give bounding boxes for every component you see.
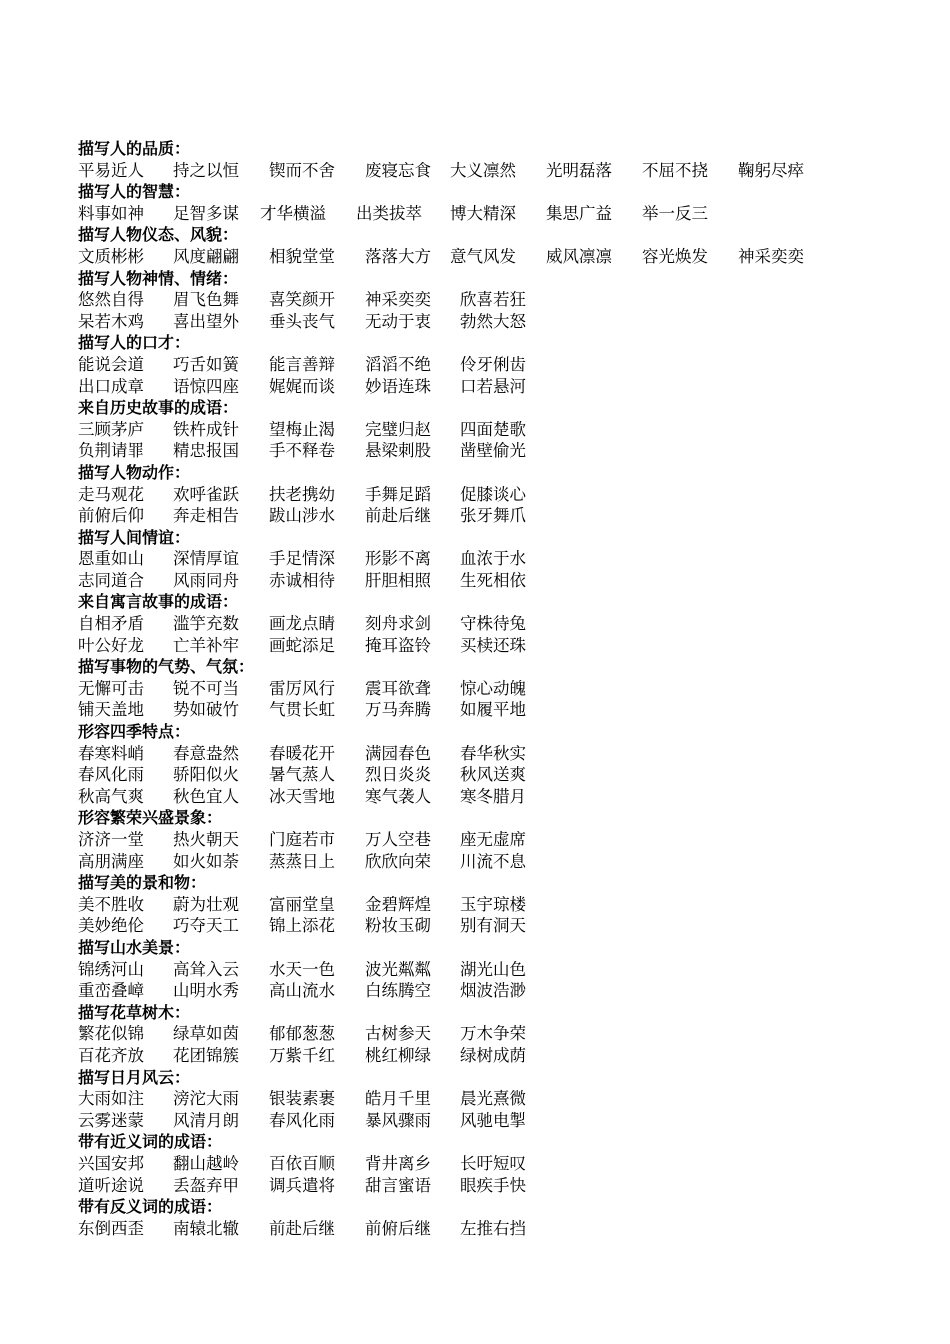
idiom-row: [78, 440, 928, 462]
idiom: 鞠躬尽瘁: [738, 160, 804, 180]
idiom: 调兵遣将: [269, 1175, 335, 1195]
idiom-document: [78, 138, 928, 1239]
idiom: 相貌堂堂: [269, 246, 335, 266]
idiom-row: [78, 764, 928, 786]
idiom: 伶牙俐齿: [460, 354, 526, 374]
idiom: 高山流水: [269, 981, 335, 1001]
idiom: 热火朝天: [173, 830, 239, 849]
idiom: 东倒西歪: [78, 1218, 144, 1238]
idiom: 生死相依: [460, 570, 526, 590]
idiom: 刻舟求剑: [365, 614, 431, 634]
idiom-row: [78, 311, 928, 333]
idiom: 容光焕发: [642, 246, 708, 266]
idiom: 悬梁刺股: [365, 441, 431, 461]
idiom: 促膝谈心: [460, 484, 526, 504]
idiom: 波光粼粼: [365, 959, 431, 979]
idiom: 势如破竹: [173, 700, 239, 720]
idiom-row: [78, 786, 928, 808]
idiom: 巧夺天工: [173, 916, 239, 936]
idiom: 粉妆玉砌: [365, 916, 431, 936]
idiom: 欣欣向荣: [365, 851, 431, 871]
idiom: 四面楚歌: [460, 419, 526, 439]
idiom-row: [78, 894, 928, 916]
idiom: 骄阳似火: [173, 765, 239, 785]
idiom: 万木争荣: [460, 1024, 526, 1044]
idiom-row: [78, 1153, 928, 1175]
idiom-row: [78, 851, 928, 873]
idiom: 道听途说: [78, 1175, 144, 1195]
idiom: 不屈不挠: [642, 160, 708, 180]
idiom: 别有洞天: [460, 916, 526, 936]
idiom: 春意盎然: [173, 743, 239, 763]
idiom: 神采奕奕: [365, 290, 431, 310]
idiom: 南辕北辙: [173, 1218, 239, 1238]
idiom-row: [78, 505, 928, 527]
idiom: 能说会道: [78, 354, 144, 374]
section-heading: 描写事物的气势、气氛：: [78, 657, 255, 677]
section-heading: 描写人间情谊：: [78, 527, 191, 547]
idiom-row: [78, 1045, 928, 1067]
idiom: 美妙绝伦: [78, 916, 144, 936]
idiom: 兴国安邦: [78, 1153, 144, 1173]
idiom: 妙语连珠: [365, 376, 431, 396]
idiom-row: [78, 743, 928, 765]
idiom: 前赴后继: [269, 1218, 335, 1238]
idiom: 手不释卷: [269, 441, 335, 461]
idiom: 买椟还珠: [460, 635, 526, 655]
idiom: 银装素裹: [269, 1089, 335, 1109]
idiom: 万人空巷: [365, 830, 431, 849]
section-heading: 描写人的品质：: [78, 139, 191, 158]
idiom: 画蛇添足: [269, 635, 335, 655]
section-heading: 描写人物神情、情绪：: [78, 268, 239, 288]
idiom: 滥竽充数: [173, 614, 239, 634]
idiom: 秋高气爽: [78, 786, 144, 806]
idiom: 风雨同舟: [173, 570, 239, 590]
idiom: 形影不离: [365, 549, 431, 569]
section-heading: 来自历史故事的成语：: [78, 398, 239, 418]
idiom: 百依百顺: [269, 1153, 335, 1173]
section-heading: 描写美的景和物：: [78, 873, 207, 893]
idiom: 丢盔弃甲: [173, 1175, 239, 1195]
idiom: 蔚为壮观: [173, 894, 239, 914]
idiom: 叶公好龙: [78, 635, 144, 655]
idiom-row: [78, 1175, 928, 1197]
idiom: 暴风骤雨: [365, 1110, 431, 1130]
idiom: 如履平地: [460, 700, 526, 720]
idiom: 风驰电掣: [460, 1110, 526, 1130]
idiom: 花团锦簇: [173, 1045, 239, 1065]
idiom: 水天一色: [269, 959, 335, 979]
idiom: 惊心动魄: [460, 678, 526, 698]
idiom: 绿草如茵: [173, 1024, 239, 1044]
idiom: 血浓于水: [460, 549, 526, 569]
section-heading: 描写人物仪态、风貌：: [78, 225, 239, 245]
idiom: 前俯后继: [365, 1218, 431, 1238]
idiom: 长吁短叹: [460, 1153, 526, 1173]
idiom: 平易近人: [78, 160, 144, 180]
idiom: 郁郁葱葱: [269, 1024, 335, 1044]
idiom: 赤诚相待: [269, 570, 335, 590]
idiom: 百花齐放: [78, 1045, 144, 1065]
idiom: 寒冬腊月: [460, 786, 526, 806]
idiom: 博大精深: [450, 203, 516, 223]
idiom: 风清月朗: [173, 1110, 239, 1130]
idiom: 春风化雨: [78, 765, 144, 785]
idiom-row: [78, 829, 928, 851]
idiom: 手足情深: [269, 549, 335, 569]
section-heading: 来自寓言故事的成语：: [78, 592, 239, 612]
idiom: 烈日炎炎: [365, 765, 431, 785]
idiom: 手舞足蹈: [365, 484, 431, 504]
idiom: 画龙点睛: [269, 614, 335, 634]
idiom: 威风凛凛: [546, 246, 612, 266]
idiom: 口若悬河: [460, 376, 526, 396]
idiom: 勃然大怒: [460, 311, 526, 331]
idiom: 前俯后仰: [78, 506, 144, 526]
idiom: 出口成章: [78, 376, 144, 396]
idiom: 春寒料峭: [78, 743, 144, 763]
section-heading: 描写人的智慧：: [78, 182, 191, 202]
idiom: 冰天雪地: [269, 786, 335, 806]
idiom: 能言善辩: [269, 354, 335, 374]
idiom: 深情厚谊: [173, 549, 239, 569]
idiom: 万紫千红: [269, 1045, 335, 1065]
idiom-row: [78, 289, 928, 311]
idiom: 济济一堂: [78, 830, 144, 849]
idiom: 震耳欲聋: [365, 678, 431, 698]
idiom: 秋色宜人: [173, 786, 239, 806]
idiom-row: [78, 376, 928, 398]
idiom: 春风化雨: [269, 1110, 335, 1130]
idiom: 背井离乡: [365, 1153, 431, 1173]
idiom-row: [78, 980, 928, 1002]
idiom: 掩耳盗铃: [365, 635, 431, 655]
idiom: 晨光熹微: [460, 1089, 526, 1109]
idiom: 望梅止渴: [269, 419, 335, 439]
idiom: 负荆请罪: [78, 441, 144, 461]
idiom-row: [78, 570, 928, 592]
idiom: 绿树成荫: [460, 1045, 526, 1065]
section-heading: 描写花草树木：: [78, 1002, 191, 1022]
idiom: 富丽堂皇: [269, 894, 335, 914]
idiom: 凿壁偷光: [460, 441, 526, 461]
idiom: 桃红柳绿: [365, 1045, 431, 1065]
idiom: 锦上添花: [269, 916, 335, 936]
idiom: 奔走相告: [173, 506, 239, 526]
idiom: 走马观花: [78, 484, 144, 504]
idiom: 滔滔不绝: [365, 354, 431, 374]
idiom: 巧舌如簧: [173, 354, 239, 374]
idiom: 持之以恒: [173, 160, 239, 180]
idiom: 三顾茅庐: [78, 419, 144, 439]
idiom: 垂头丧气: [269, 311, 335, 331]
idiom: 山明水秀: [173, 981, 239, 1001]
idiom: 如火如荼: [173, 851, 239, 871]
section-heading: 形容四季特点：: [78, 722, 191, 742]
idiom: 才华横溢: [260, 203, 326, 223]
idiom: 举一反三: [642, 203, 708, 223]
idiom: 肝胆相照: [365, 570, 431, 590]
idiom: 甜言蜜语: [365, 1175, 431, 1195]
idiom: 云雾迷蒙: [78, 1110, 144, 1130]
idiom-row: [78, 484, 928, 506]
idiom: 高朋满座: [78, 851, 144, 871]
idiom: 张牙舞爪: [460, 506, 526, 526]
idiom: 川流不息: [460, 851, 526, 871]
idiom-row: [78, 699, 928, 721]
idiom: 落落大方: [365, 246, 431, 266]
idiom-row: [78, 1088, 928, 1110]
idiom: 春暖花开: [269, 743, 335, 763]
idiom: 古树参天: [365, 1024, 431, 1044]
idiom: 秋风送爽: [460, 765, 526, 785]
idiom: 滂沱大雨: [173, 1089, 239, 1109]
idiom: 寒气袭人: [365, 786, 431, 806]
idiom: 亡羊补牢: [173, 635, 239, 655]
idiom: 锦绣河山: [78, 959, 144, 979]
idiom: 万马奔腾: [365, 700, 431, 720]
idiom: 无懈可击: [78, 678, 144, 698]
idiom: 语惊四座: [173, 376, 239, 396]
idiom-row: [78, 548, 928, 570]
idiom-row: [78, 160, 928, 182]
idiom: 玉宇琼楼: [460, 894, 526, 914]
idiom: 志同道合: [78, 570, 144, 590]
idiom: 守株待兔: [460, 614, 526, 634]
idiom: 重峦叠嶂: [78, 981, 144, 1001]
idiom: 皓月千里: [365, 1089, 431, 1109]
idiom: 恩重如山: [78, 549, 144, 569]
idiom: 眼疾手快: [460, 1175, 526, 1195]
idiom-row: [78, 1023, 928, 1045]
idiom-row: [78, 635, 928, 657]
idiom-row: [78, 915, 928, 937]
section-heading: 描写人物动作：: [78, 462, 191, 482]
idiom: 风度翩翩: [173, 246, 239, 266]
idiom: 呆若木鸡: [78, 311, 144, 331]
idiom-row: [78, 613, 928, 635]
section-heading: 描写山水美景：: [78, 937, 191, 957]
idiom-row: [78, 1110, 928, 1132]
idiom: 跋山涉水: [269, 506, 335, 526]
idiom: 自相矛盾: [78, 614, 144, 634]
idiom: 繁花似锦: [78, 1024, 144, 1044]
idiom: 文质彬彬: [78, 246, 144, 266]
idiom: 集思广益: [546, 203, 612, 223]
idiom-row: [78, 1218, 928, 1240]
idiom-row: [78, 959, 928, 981]
idiom: 锐不可当: [173, 678, 239, 698]
idiom: 欢呼雀跃: [173, 484, 239, 504]
idiom: 左推右挡: [460, 1218, 526, 1238]
idiom: 金碧辉煌: [365, 894, 431, 914]
idiom: 无动于衷: [365, 311, 431, 331]
idiom: 前赴后继: [365, 506, 431, 526]
idiom-row: [78, 203, 928, 225]
idiom: 美不胜收: [78, 894, 144, 914]
idiom: 喜笑颜开: [269, 290, 335, 310]
section-heading: 带有反义词的成语：: [78, 1197, 223, 1217]
idiom: 高耸入云: [173, 959, 239, 979]
idiom: 出类拔萃: [356, 203, 422, 223]
idiom: 欣喜若狂: [460, 290, 526, 310]
idiom: 铺天盖地: [78, 700, 144, 720]
idiom: 铁杵成针: [173, 419, 239, 439]
section-heading: 描写人的口才：: [78, 333, 191, 353]
idiom-row: [78, 678, 928, 700]
idiom: 座无虚席: [460, 830, 526, 849]
idiom: 完璧归赵: [365, 419, 431, 439]
idiom: 大雨如注: [78, 1089, 144, 1109]
idiom: 大义凛然: [450, 160, 516, 180]
idiom: 悠然自得: [78, 290, 144, 310]
idiom: 暑气蒸人: [269, 765, 335, 785]
idiom: 门庭若市: [269, 830, 335, 849]
idiom: 雷厉风行: [269, 678, 335, 698]
idiom: 喜出望外: [173, 311, 239, 331]
idiom: 足智多谋: [173, 203, 239, 223]
idiom: 光明磊落: [546, 160, 612, 180]
idiom-row: [78, 354, 928, 376]
idiom: 神采奕奕: [738, 246, 804, 266]
idiom-row: [78, 246, 928, 268]
idiom: 春华秋实: [460, 743, 526, 763]
idiom: 料事如神: [78, 203, 144, 223]
idiom: 蒸蒸日上: [269, 851, 335, 871]
section-heading: 描写日月风云：: [78, 1067, 191, 1087]
section-heading: 形容繁荣兴盛景象：: [78, 808, 223, 828]
idiom: 意气风发: [450, 246, 516, 266]
idiom: 废寝忘食: [365, 160, 431, 180]
idiom: 锲而不舍: [269, 160, 335, 180]
idiom: 气贯长虹: [269, 700, 335, 720]
idiom: 扶老携幼: [269, 484, 335, 504]
idiom: 精忠报国: [173, 441, 239, 461]
idiom: 娓娓而谈: [269, 376, 335, 396]
idiom: 烟波浩渺: [460, 981, 526, 1001]
section-heading: 带有近义词的成语：: [78, 1132, 223, 1152]
idiom: 翻山越岭: [173, 1153, 239, 1173]
idiom: 湖光山色: [460, 959, 526, 979]
idiom-row: [78, 419, 928, 441]
idiom: 白练腾空: [365, 981, 431, 1001]
idiom: 眉飞色舞: [173, 290, 239, 310]
idiom: 满园春色: [365, 743, 431, 763]
